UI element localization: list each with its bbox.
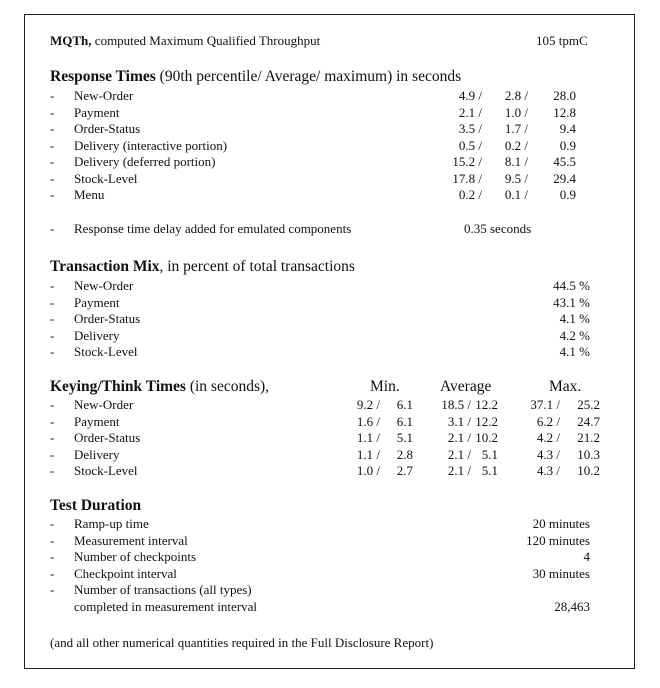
mix-row-value: 4.2 % (559, 327, 590, 343)
duration-row-bullet: - (50, 565, 55, 581)
duration-row-bullet: - (50, 516, 55, 531)
delay-value: 0.35 seconds (464, 221, 532, 236)
response-row-name: New-Order (74, 88, 134, 103)
keying-row-avg-first: 2.1 / (447, 463, 471, 478)
response-row-name: Order-Status (74, 121, 141, 136)
duration-row-value: 4 (583, 549, 590, 564)
response-row-bullet: - (50, 121, 55, 136)
keying-row-avg-second: 5.1 (481, 463, 498, 478)
response-row-p90: 15.2 / (452, 154, 482, 169)
response-times-heading: Response Times (90th percentile/ Average/ maximum) in seconds (50, 68, 462, 85)
keying-heading: Keying/Think Times (in seconds), (50, 378, 270, 395)
test-duration-heading: Test Duration (50, 497, 142, 514)
keying-col-min: Min. (370, 378, 400, 395)
keying-row-avg-first: 2.1 / (447, 430, 471, 445)
response-row-p90: 0.2 / (458, 187, 482, 202)
keying-row-bullet: - (50, 413, 55, 429)
mix-row-bullet: - (50, 327, 55, 343)
keying-row-max-first: 4.3 / (536, 446, 560, 462)
mix-row-name: Payment (74, 294, 120, 310)
response-row-avg: 0.2 / (504, 137, 528, 153)
keying-row-bullet: - (50, 446, 55, 462)
keying-row-max-first: 6.2 / (536, 413, 560, 429)
response-row-name: Stock-Level (74, 170, 138, 186)
footer-note: (and all other numerical quantities required in the Full Disclosure Report) (50, 635, 434, 650)
keying-row-bullet: - (50, 430, 55, 445)
response-row-avg: 2.8 / (504, 88, 528, 103)
response-row-max: 12.8 (553, 104, 576, 120)
response-row-name: Delivery (deferred portion) (74, 154, 216, 169)
keying-row-avg-second: 12.2 (475, 397, 498, 412)
keying-row-bullet: - (50, 397, 55, 412)
response-row-bullet: - (50, 104, 55, 120)
keying-row-name: Stock-Level (74, 463, 138, 478)
keying-row-avg-first: 2.1 / (447, 446, 471, 462)
mix-row-bullet: - (50, 311, 55, 326)
delay-label: Response time delay added for emulated components (74, 221, 352, 236)
keying-row-name: New-Order (74, 397, 134, 412)
keying-row-min-second: 5.1 (396, 430, 413, 445)
delay-bullet: - (50, 221, 55, 236)
response-row-max: 45.5 (553, 154, 576, 169)
duration-row-value: 20 minutes (532, 516, 590, 531)
transaction-mix-heading: Transaction Mix, in percent of total transactions (50, 258, 355, 275)
keying-row-avg-second: 10.2 (475, 430, 498, 445)
response-row-name: Delivery (interactive portion) (74, 137, 228, 153)
keying-row-min-first: 1.1 / (356, 430, 380, 445)
keying-row-avg-first: 18.5 / (441, 397, 471, 412)
td-last-value: 28,463 (554, 599, 590, 614)
response-row-max: 28.0 (553, 88, 576, 103)
response-row-avg: 1.0 / (504, 104, 528, 120)
mqth-description: computed Maximum Qualified Throughput (91, 33, 321, 48)
keying-col-max: Max. (549, 378, 582, 395)
mix-row-bullet: - (50, 294, 55, 310)
duration-row-name: Measurement interval (74, 532, 188, 548)
keying-row-min-second: 6.1 (396, 413, 413, 429)
mix-row-value: 4.1 % (559, 311, 590, 326)
duration-row-name: Checkpoint interval (74, 565, 177, 581)
mix-row-value: 4.1 % (559, 344, 590, 359)
response-row-bullet: - (50, 187, 55, 202)
keying-row-max-second: 24.7 (577, 413, 600, 429)
response-row-p90: 17.8 / (452, 170, 482, 186)
keying-row-name: Payment (74, 413, 120, 429)
duration-row-bullet: - (50, 532, 55, 548)
response-row-bullet: - (50, 88, 55, 103)
keying-row-min-first: 1.0 / (356, 463, 380, 478)
keying-row-avg-first: 3.1 / (447, 413, 471, 429)
response-row-name: Payment (74, 104, 120, 120)
td-last-label-line1: Number of transactions (all types) (74, 582, 252, 597)
response-row-max: 0.9 (559, 137, 576, 153)
mqth-line (50, 33, 320, 49)
response-row-bullet: - (50, 170, 55, 186)
keying-row-min-first: 9.2 / (356, 397, 380, 412)
duration-row-value: 30 minutes (532, 565, 590, 581)
mix-row-name: Delivery (74, 327, 120, 343)
keying-row-min-second: 6.1 (396, 397, 413, 412)
response-row-bullet: - (50, 137, 55, 153)
response-row-avg: 1.7 / (504, 121, 528, 136)
mix-row-name: New-Order (74, 278, 134, 293)
response-row-p90: 4.9 / (458, 88, 482, 103)
keying-row-max-second: 21.2 (577, 430, 600, 445)
duration-row-value: 120 minutes (526, 532, 590, 548)
duration-row-bullet: - (50, 549, 55, 564)
keying-row-max-second: 25.2 (577, 397, 600, 412)
mqth-label: MQTh, (50, 33, 92, 48)
keying-row-max-first: 37.1 / (530, 397, 560, 412)
mqth-value: 105 tpmC (536, 33, 588, 48)
mix-row-name: Stock-Level (74, 344, 138, 359)
keying-row-name: Delivery (74, 446, 120, 462)
keying-row-avg-second: 12.2 (475, 413, 498, 429)
keying-row-max-second: 10.3 (577, 446, 600, 462)
keying-row-bullet: - (50, 463, 55, 478)
response-row-p90: 2.1 / (458, 104, 482, 120)
duration-row-name: Ramp-up time (74, 516, 149, 531)
td-last-label-line2: completed in measurement interval (74, 599, 258, 614)
response-row-avg: 9.5 / (504, 170, 528, 186)
response-row-bullet: - (50, 154, 55, 169)
response-row-avg: 8.1 / (504, 154, 528, 169)
keying-row-max-first: 4.2 / (536, 430, 560, 445)
keying-row-max-second: 10.2 (577, 463, 600, 478)
keying-row-min-first: 1.1 / (356, 446, 380, 462)
mix-row-value: 44.5 % (553, 278, 590, 293)
keying-row-min-first: 1.6 / (356, 413, 380, 429)
response-row-max: 29.4 (553, 170, 576, 186)
keying-row-min-second: 2.7 (396, 463, 413, 478)
mix-row-bullet: - (50, 278, 55, 293)
keying-row-avg-second: 5.1 (481, 446, 498, 462)
mix-row-bullet: - (50, 344, 55, 359)
keying-col-average: Average (440, 378, 492, 395)
response-row-max: 9.4 (559, 121, 576, 136)
td-last-bullet: - (50, 582, 55, 597)
duration-row-name: Number of checkpoints (74, 549, 197, 564)
response-row-name: Menu (74, 187, 105, 202)
response-row-avg: 0.1 / (504, 187, 528, 202)
mix-row-value: 43.1 % (553, 294, 590, 310)
response-row-p90: 3.5 / (458, 121, 482, 136)
response-row-p90: 0.5 / (458, 137, 482, 153)
response-row-max: 0.9 (559, 187, 576, 202)
keying-row-name: Order-Status (74, 430, 141, 445)
keying-row-max-first: 4.3 / (536, 463, 560, 478)
mix-row-name: Order-Status (74, 311, 141, 326)
keying-row-min-second: 2.8 (396, 446, 413, 462)
